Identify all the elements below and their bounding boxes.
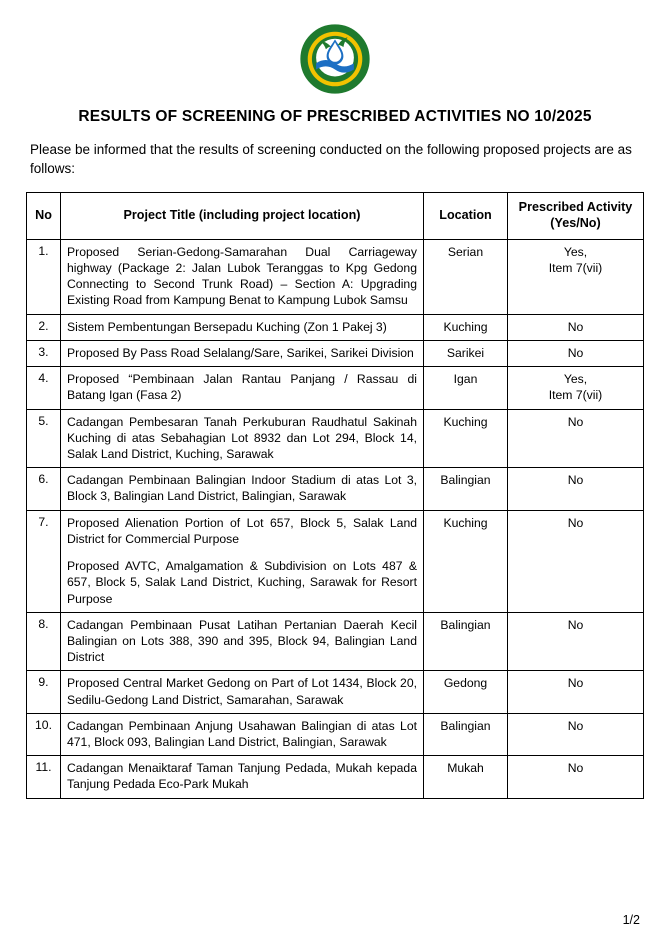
row-prescribed-activity (508, 340, 644, 366)
table-row (27, 409, 644, 468)
row-location: Balingian (424, 612, 508, 671)
logo-container (26, 24, 644, 94)
activity-value: No (567, 414, 584, 429)
project-title-text: Proposed “Pembinaan Jalan Rantau Panjang / Rassau di Batang Igan (Fasa 2) (67, 372, 417, 403)
activity-value: Yes, (563, 244, 588, 259)
row-prescribed-activity (508, 239, 644, 314)
table-row (27, 239, 644, 314)
activity-value: No (567, 319, 584, 334)
project-title-text: Sistem Pembentungan Bersepadu Kuching (Zon 1 Pakej 3) (67, 319, 387, 334)
row-project-title (61, 314, 424, 340)
row-project-title (61, 671, 424, 713)
activity-value: No (567, 761, 584, 776)
project-title-text: Proposed Serian-Gedong-Samarahan Dual Carriageway highway (Package 2: Jalan Lubok Teranggas to Kpg Gedong Connecting to Second Trunk Road) – Section A: Upgrading Existing Road from Kampung Benat to Kampung Lubok Samsu (67, 244, 417, 308)
row-location: Igan (424, 367, 508, 409)
activity-value: No (567, 676, 584, 691)
row-number: 1. (27, 239, 61, 314)
organisation-logo-icon (300, 24, 370, 94)
column-header-no: No (27, 193, 61, 239)
row-location: Gedong (424, 671, 508, 713)
intro-paragraph: Please be informed that the results of screening conducted on the following proposed projects are as follows: (30, 142, 632, 177)
page-title: RESULTS OF SCREENING OF PRESCRIBED ACTIVITIES NO 10/2025 (78, 108, 592, 125)
column-header-activity-line2: (Yes/No) (550, 216, 601, 231)
table-row (27, 510, 644, 612)
row-number: 3. (27, 340, 61, 366)
row-number: 10. (27, 713, 61, 755)
activity-value: No (567, 617, 584, 632)
activity-item: Item 7(vii) (548, 261, 603, 275)
table-row (27, 671, 644, 713)
table-row (27, 756, 644, 798)
row-number: 9. (27, 671, 61, 713)
activity-value: No (567, 718, 584, 733)
row-project-title (61, 340, 424, 366)
table-row (27, 468, 644, 510)
row-project-title (61, 612, 424, 671)
activity-item: Item 7(vii) (548, 388, 603, 403)
row-prescribed-activity (508, 510, 644, 612)
row-number: 5. (27, 409, 61, 468)
column-header-project-title: Project Title (including project location) (61, 193, 424, 239)
table-row (27, 612, 644, 671)
project-title-text: Cadangan Pembinaan Pusat Latihan Pertanian Daerah Kecil Balingian on Lots 388, 390 and 395, Block 94, Balingian Land District (67, 617, 417, 665)
row-location: Mukah (424, 756, 508, 798)
screening-results-table (26, 192, 644, 798)
project-title-text: Cadangan Pembinaan Balingian Indoor Stadium di atas Lot 3, Block 3, Balingian Land District, Balingian, Sarawak (67, 473, 417, 504)
row-project-title (61, 239, 424, 314)
row-prescribed-activity (508, 409, 644, 468)
row-prescribed-activity (508, 468, 644, 510)
row-project-title (61, 510, 424, 612)
row-project-title (61, 468, 424, 510)
row-prescribed-activity (508, 713, 644, 755)
column-header-prescribed-activity (508, 193, 644, 239)
row-number: 4. (27, 367, 61, 409)
row-number: 2. (27, 314, 61, 340)
project-title-text: Proposed By Pass Road Selalang/Sare, Sarikei, Sarikei Division (67, 345, 414, 360)
row-prescribed-activity (508, 367, 644, 409)
project-title-text: Proposed Alienation Portion of Lot 657, Block 5, Salak Land District for Commercial Purpose (67, 515, 417, 546)
row-location: Balingian (424, 713, 508, 755)
project-title-text: Cadangan Pembinaan Anjung Usahawan Balingian di atas Lot 471, Block 093, Balingian Land District, Balingian, Sarawak (67, 718, 417, 750)
activity-value: No (567, 515, 584, 530)
row-project-title (61, 409, 424, 468)
project-title-text-secondary: Proposed AVTC, Amalgamation & Subdivision on Lots 487 & 657, Block 5, Salak Land District, Kuching, Sarawak for Resort Purpose (67, 559, 417, 606)
page-indicator: 1/2 (622, 913, 640, 927)
row-number: 7. (27, 510, 61, 612)
table-row (27, 367, 644, 409)
activity-value: Yes, (563, 372, 588, 387)
row-prescribed-activity (508, 671, 644, 713)
table-header-row (27, 193, 644, 239)
activity-value: No (567, 473, 584, 488)
row-project-title (61, 367, 424, 409)
row-prescribed-activity (508, 314, 644, 340)
project-title-text: Cadangan Menaiktaraf Taman Tanjung Pedada, Mukah kepada Tanjung Pedada Eco-Park Mukah (67, 761, 417, 792)
column-header-activity-line1: Prescribed Activity (518, 200, 633, 215)
row-location: Sarikei (424, 340, 508, 366)
column-header-location: Location (424, 193, 508, 239)
row-location: Kuching (424, 510, 508, 612)
row-number: 8. (27, 612, 61, 671)
project-title-text: Proposed Central Market Gedong on Part of Lot 1434, Block 20, Sedilu-Gedong Land District, Samarahan, Sarawak (67, 676, 417, 707)
row-location: Serian (424, 239, 508, 314)
table-row (27, 340, 644, 366)
row-prescribed-activity (508, 612, 644, 671)
row-location: Kuching (424, 314, 508, 340)
activity-value: No (567, 345, 584, 360)
row-project-title (61, 713, 424, 755)
table-row (27, 314, 644, 340)
row-location: Balingian (424, 468, 508, 510)
row-number: 11. (27, 756, 61, 798)
row-location: Kuching (424, 409, 508, 468)
row-number: 6. (27, 468, 61, 510)
project-title-text: Cadangan Pembesaran Tanah Perkuburan Raudhatul Sakinah Kuching di atas Sebahagian Lot 8932 dan Lot 294, Block 14, Salak Land District, Kuching, Sarawak (67, 414, 417, 461)
row-project-title (61, 756, 424, 798)
table-row (27, 713, 644, 755)
row-prescribed-activity (508, 756, 644, 798)
